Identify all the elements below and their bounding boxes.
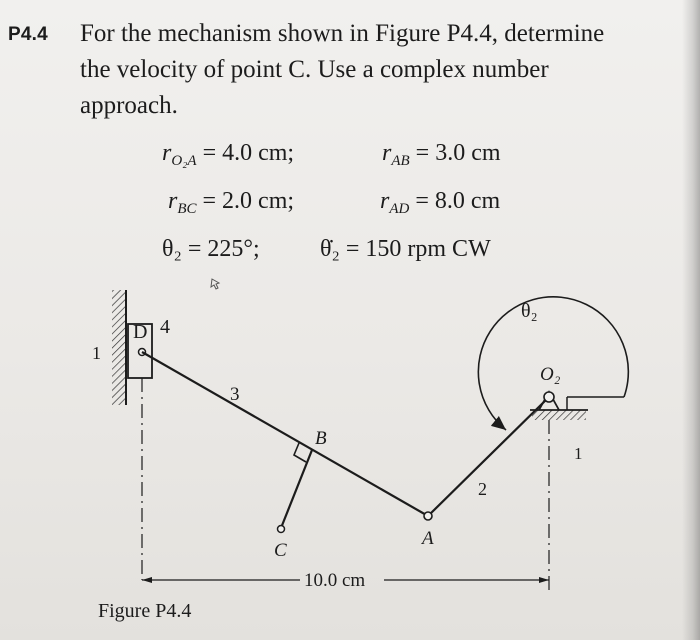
given-r-ab-value: = 3.0 cm — [409, 140, 501, 166]
given-theta2: θ₂ = 225°; — [162, 236, 260, 262]
label-ground-1-left: 1 — [92, 343, 101, 363]
given-r-ad — [380, 188, 500, 218]
label-link-2: 2 — [478, 479, 487, 499]
label-o2: O₂ — [540, 364, 561, 385]
given-r-o2a-subscript: O₂A — [171, 153, 197, 169]
pin-a — [424, 512, 432, 520]
label-ground-1-right: 1 — [574, 444, 583, 463]
link-3 — [142, 352, 428, 516]
problem-line-1: For the mechanism shown in Figure P4.4, determine — [80, 20, 605, 47]
given-r-o2a-value: = 4.0 cm; — [196, 140, 295, 166]
given-r-bc — [168, 188, 294, 218]
given-r-bc-value: = 2.0 cm; — [196, 188, 295, 214]
given-r-ab — [382, 140, 501, 170]
cursor-icon — [211, 279, 219, 289]
link-2 — [428, 397, 549, 516]
given-r-ad-value: = 8.0 cm — [409, 188, 501, 214]
given-r-ad-subscript: AD — [389, 201, 410, 217]
given-r-ab-subscript: AB — [391, 153, 410, 169]
link-bc — [281, 450, 312, 528]
given-r-bc-subscript: BC — [177, 201, 197, 217]
pin-c — [278, 526, 285, 533]
given-theta2-dot: θ̇₂ = 150 rpm CW — [320, 236, 491, 262]
given-r-ab-symbol: r — [382, 140, 392, 166]
problem-number: P4.4 — [8, 24, 48, 45]
label-theta2: θ₂ — [521, 300, 538, 322]
dimension-arrow-right — [539, 577, 549, 583]
problem-statement — [80, 16, 670, 124]
mechanism-figure — [0, 270, 700, 640]
figure-caption: Figure P4.4 — [98, 600, 192, 622]
label-c: C — [274, 540, 287, 561]
label-dimension: 10.0 cm — [304, 570, 366, 591]
problem-line-2: the velocity of point C. Use a complex number — [80, 56, 549, 83]
problem-line-3: approach. — [80, 92, 178, 119]
given-r-o2a — [162, 140, 294, 170]
given-r-ad-symbol: r — [380, 188, 390, 214]
label-a: A — [422, 528, 434, 549]
given-r-bc-symbol: r — [168, 188, 178, 214]
dimension-arrow-left — [142, 577, 152, 583]
label-link-4: 4 — [160, 316, 170, 338]
left-ground-wall — [112, 290, 126, 405]
label-link-3: 3 — [230, 384, 240, 405]
label-d: D — [133, 321, 148, 343]
given-r-o2a-symbol: r — [162, 140, 172, 166]
label-b: B — [315, 428, 327, 449]
